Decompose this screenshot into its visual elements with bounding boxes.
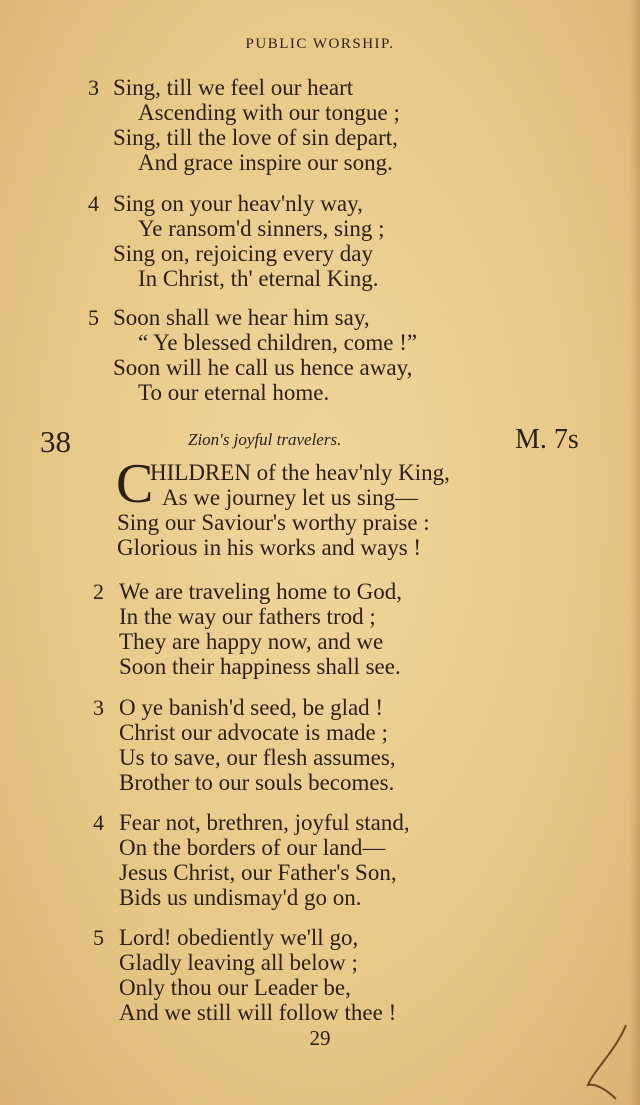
verse-line: Soon shall we hear him say, [113,305,370,330]
verse-line: HILDREN of the heav'nly King, [150,460,450,485]
verse-line: Brother to our souls becomes. [119,770,395,795]
stanza-number: 4 [93,810,104,835]
verse-line: They are happy now, and we [119,629,384,654]
verse-line: Ye ransom'd sinners, sing ; [138,216,385,241]
page-edge-shadow [630,0,640,1105]
verse-line: Sing, till the love of sin depart, [113,125,398,150]
verse-line: Sing on your heav'nly way, [113,191,363,216]
hymn-number: 38 [40,424,71,459]
verse-line: Gladly leaving all below ; [119,950,358,975]
running-header: PUBLIC WORSHIP. [245,36,395,52]
verse-line: Christ our advocate is made ; [119,720,388,745]
stanza-number: 3 [93,695,104,720]
verse-line: In Christ, th' eternal King. [138,266,379,291]
stanza-number: 5 [93,925,104,950]
verse-line: Sing on, rejoicing every day [113,241,373,266]
verse-line: Ascending with our tongue ; [138,100,400,125]
verse-line: We are traveling home to God, [119,579,402,604]
verse-line: To our eternal home. [138,380,330,405]
verse-line: Only thou our Leader be, [119,975,351,1000]
verse-line: Soon will he call us hence away, [113,355,413,380]
verse-line: Soon their happiness shall see. [119,654,401,679]
verse-line: Lord! obediently we'll go, [119,925,359,950]
hymn-title: Zion's joyful travelers. [188,430,342,449]
verse-line: Sing, till we feel our heart [113,75,354,100]
page-number: 29 [309,1026,331,1050]
verse-line: As we journey let us sing— [162,485,419,510]
verse-line: O ye banish'd seed, be glad ! [119,695,384,720]
page-curl-mark [586,1025,630,1100]
drop-cap: C [116,453,154,515]
stanza-number: 3 [88,75,99,100]
verse-line: On the borders of our land— [119,835,386,860]
hymn-meter: M. 7s [515,424,579,455]
verse-line: Us to save, our flesh assumes, [119,745,396,770]
verse-line: And grace inspire our song. [138,150,393,175]
verse-line: Fear not, brethren, joyful stand, [119,810,410,835]
verse-line: Glorious in his works and ways ! [117,535,422,560]
stanza-number: 2 [93,579,104,604]
verse-line: Sing our Saviour's worthy praise : [117,510,430,535]
verse-line: “ Ye blessed children, come !” [138,330,418,355]
verse-line: And we still will follow thee ! [119,1000,397,1025]
verse-line: Bids us undismay'd go on. [119,885,362,910]
stanza-number: 5 [88,305,99,330]
verse-line: In the way our fathers trod ; [119,604,376,629]
verse-line: Jesus Christ, our Father's Son, [119,860,397,885]
stanza-number: 4 [88,191,99,216]
